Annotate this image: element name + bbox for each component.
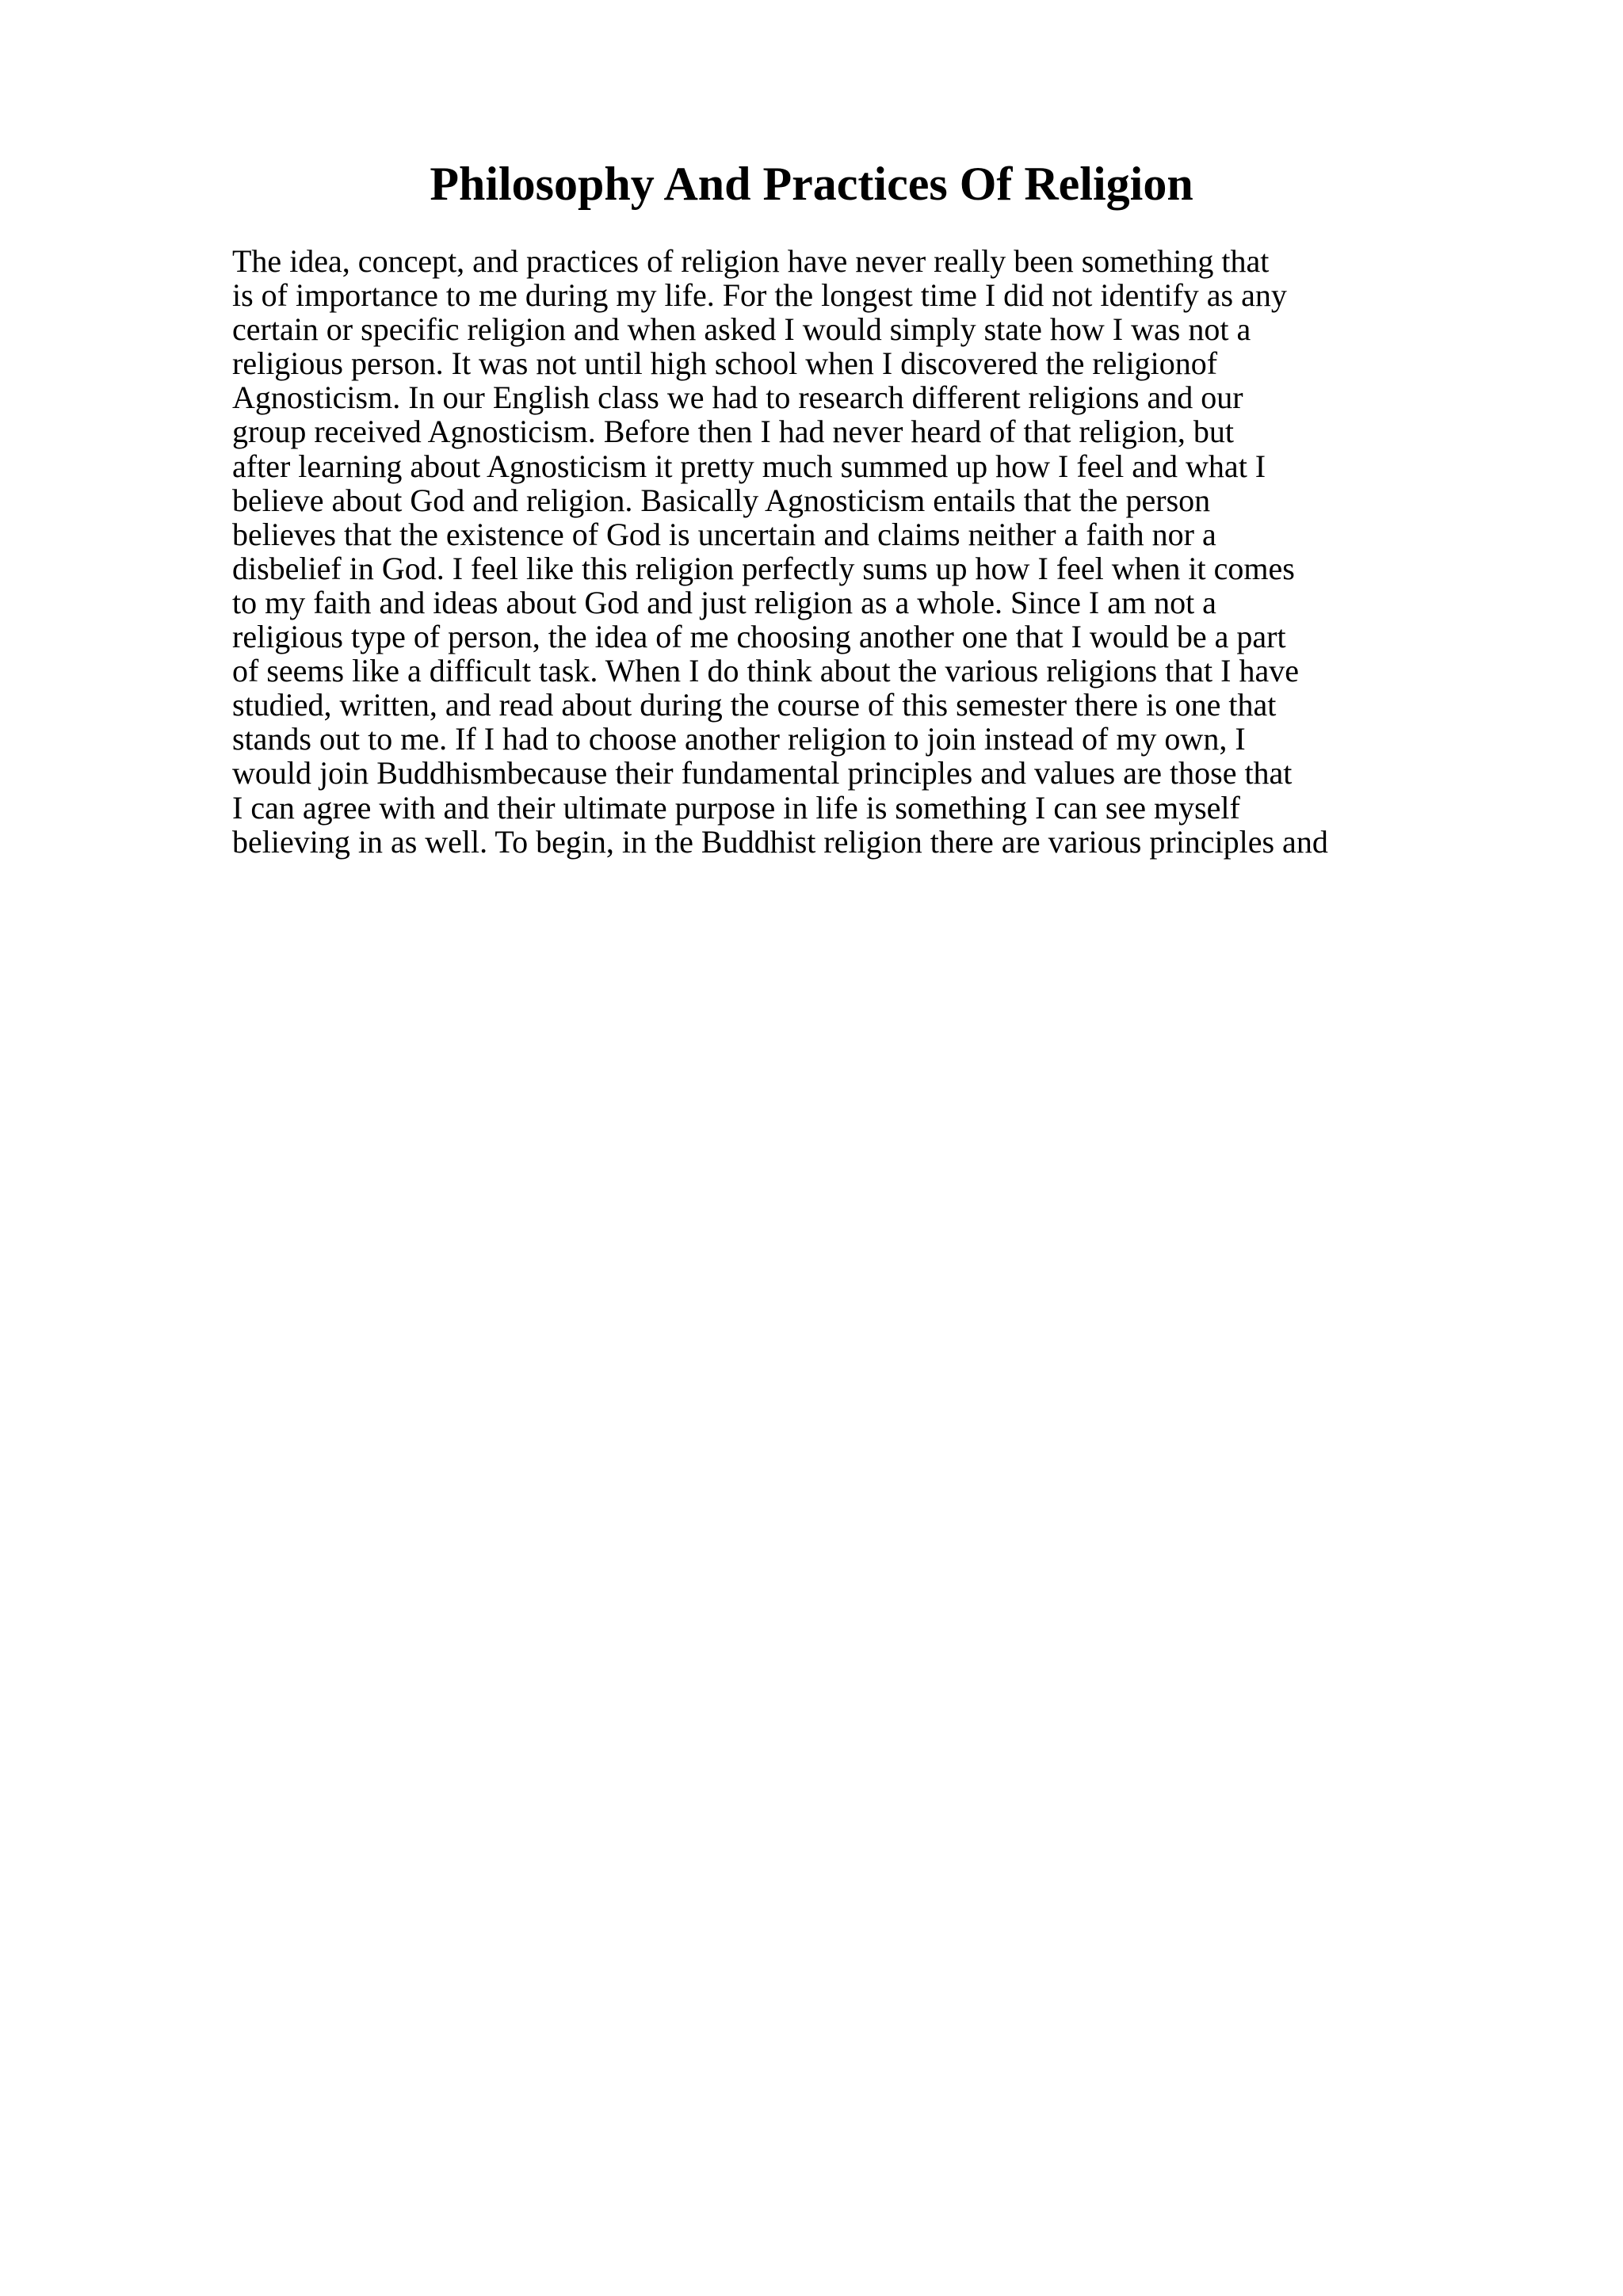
body-line-2: is of importance to me during my life. For the longest time I did not identify as any <box>232 277 1287 314</box>
body-line-14: studied, written, and read about during the course of this semester there is one that <box>232 687 1277 723</box>
body-line-10: disbelief in God. I feel like this religion perfectly sums up how I feel when it comes <box>232 550 1295 586</box>
body-line-5: Agnosticism. In our English class we had to research different religions and our <box>232 379 1243 416</box>
body-line-8: believe about God and religion. Basically Agnosticism entails that the person <box>232 482 1211 518</box>
body-line-15: stands out to me. If I had to choose another religion to join instead of my own, I <box>232 721 1246 757</box>
document-body <box>232 244 1548 859</box>
body-line-16: would join Buddhismbecause their fundamental principles and values are those that <box>232 755 1293 791</box>
document-title: Philosophy And Practices Of Religion <box>430 158 1193 210</box>
body-line-9: believes that the existence of God is uncertain and claims neither a faith nor a <box>232 516 1216 552</box>
body-line-1: The idea, concept, and practices of religion have never really been something that <box>232 243 1270 279</box>
body-line-11: to my faith and ideas about God and just religion as a whole. Since I am not a <box>232 584 1216 620</box>
body-line-6: group received Agnosticism. Before then I had never heard of that religion, but <box>232 414 1235 450</box>
body-line-13: of seems like a difficult task. When I do think about the various religions that I have <box>232 653 1299 689</box>
body-line-18: believing in as well. To begin, in the Buddhist religion there are various principles and <box>232 823 1328 860</box>
body-line-4: religious person. It was not until high school when I discovered the religionof <box>232 345 1218 382</box>
body-line-3: certain or specific religion and when asked I would simply state how I was not a <box>232 311 1251 348</box>
body-line-7: after learning about Agnosticism it pretty much summed up how I feel and what I <box>232 448 1266 484</box>
body-line-12: religious type of person, the idea of me choosing another one that I would be a part <box>232 619 1286 655</box>
body-line-17: I can agree with and their ultimate purpose in life is something I can see myself <box>232 789 1240 826</box>
